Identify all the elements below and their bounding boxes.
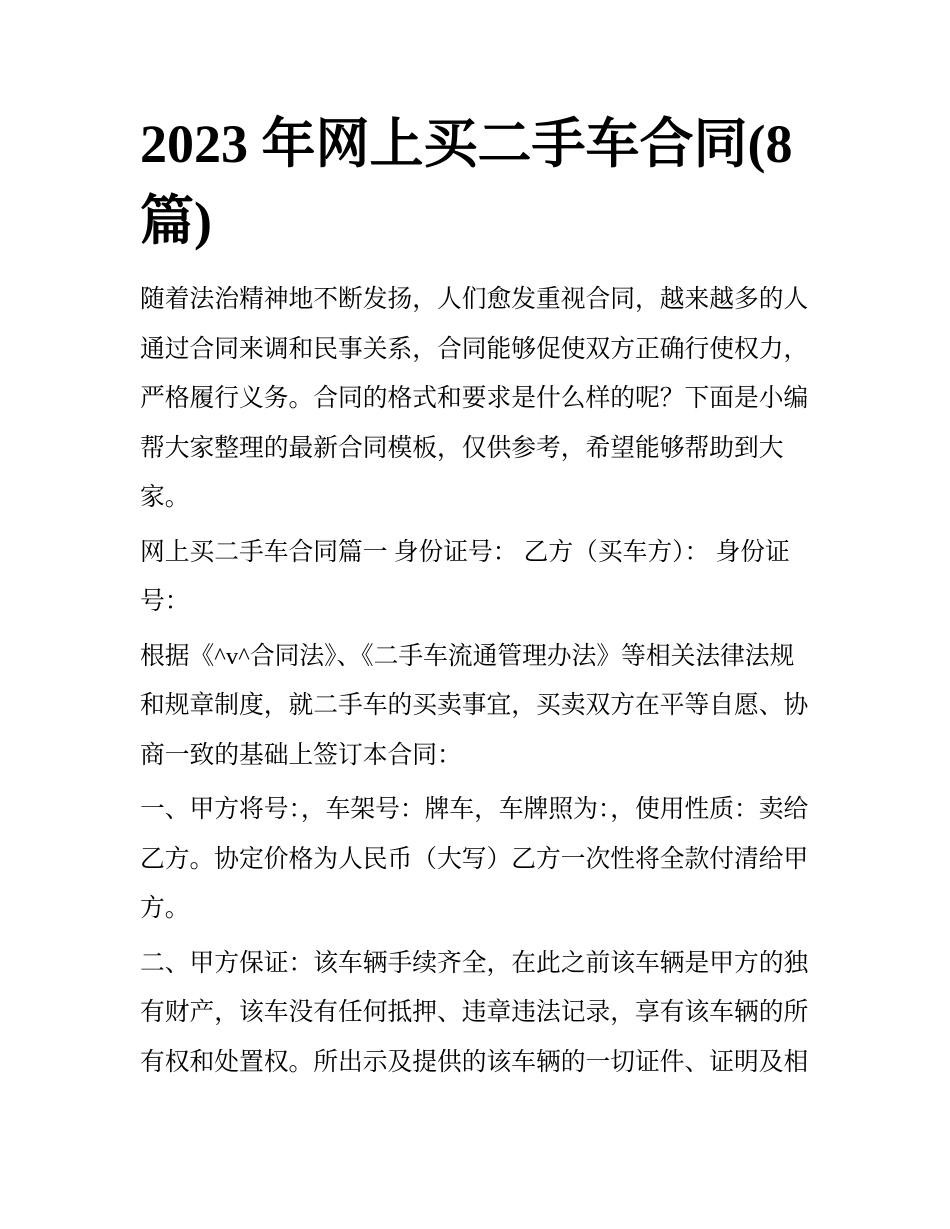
document-title: 2023 年网上买二手车合同(8 篇) [140,114,793,251]
paragraph-clause-2: 二、甲方保证：该车辆手续齐全，在此之前该车辆是甲方的独有财产，该车没有任何抵押、违章违法记录，享有该车辆的所有权和处置权。所出示及提供的该车辆的一切证件、证明及相 [140,949,809,1076]
paragraph-intro: 随着法治精神地不断发扬，人们愈发重视合同，越来越多的人通过合同来调和民事关系，合同能够促使双方正确行使权力，严格履行义务。合同的格式和要求是什么样的呢？下面是小编帮大家整理的最新合同模板，仅供参考，希望能够帮助到大家。 [140,286,809,511]
paragraph-section-heading: 网上买二手车合同篇一 身份证号： 乙方（买车方）： 身份证号： [140,538,790,615]
document-body [140,275,812,1087]
paragraph-clause-1: 一、甲方将号：，车架号：牌车，车牌照为：，使用性质：卖给乙方。协定价格为人民币（大写）乙方一次性将全款付清给甲方。 [140,796,809,922]
paragraph-legal-basis: 根据《^v^合同法》、《二手车流通管理办法》等相关法律法规和规章制度，就二手车的买卖事宜，买卖双方在平等自愿、协商一致的基础上签订本合同： [140,642,809,769]
